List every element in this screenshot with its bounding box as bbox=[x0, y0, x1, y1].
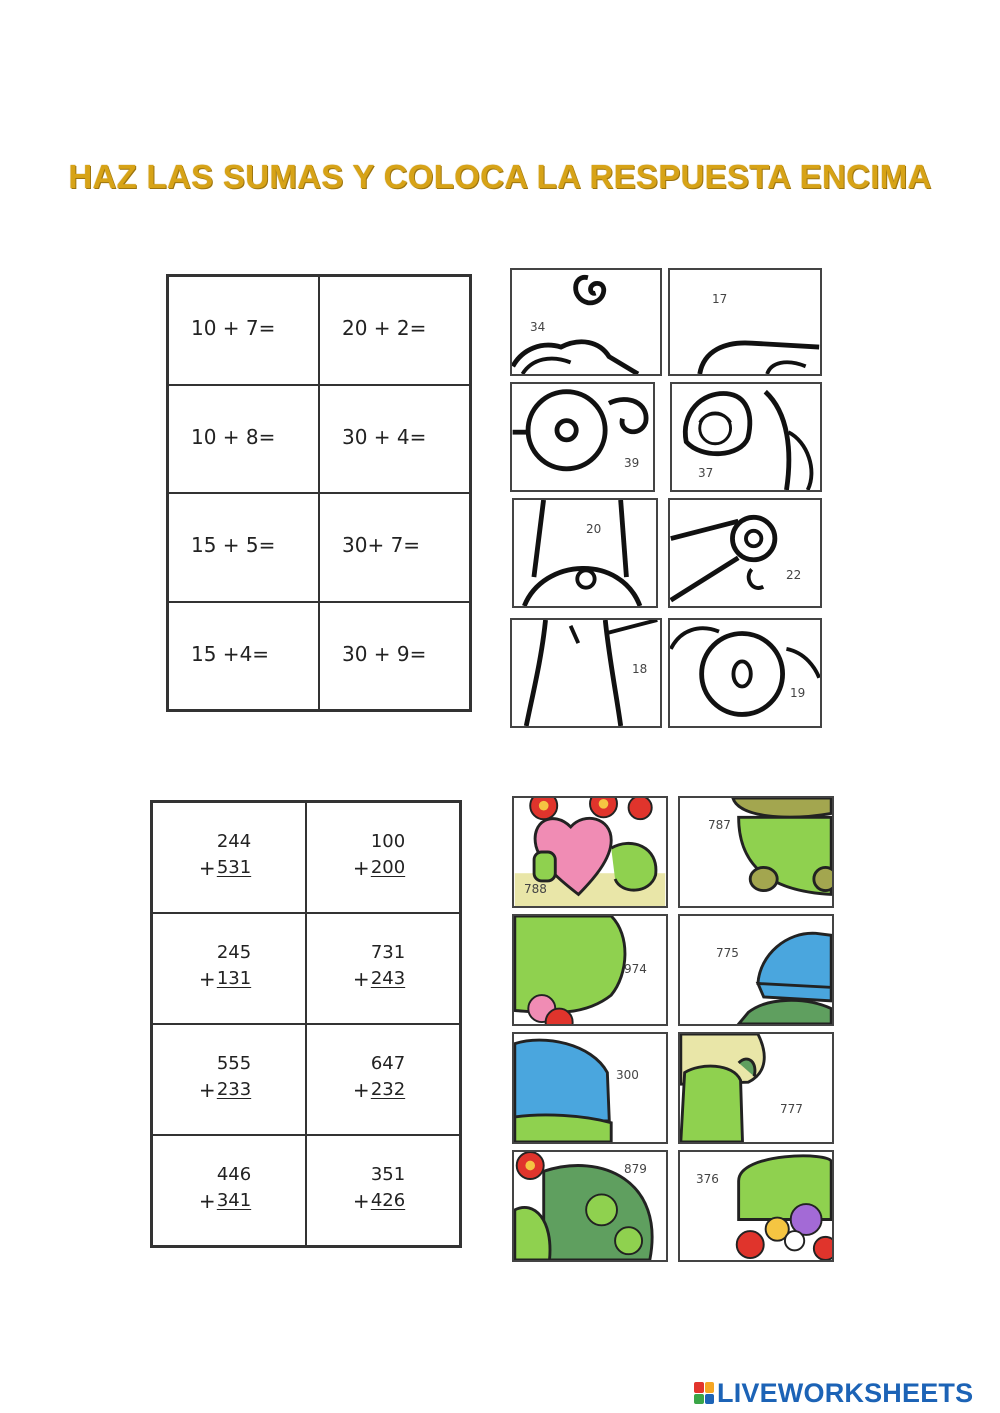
plus-sign: + bbox=[352, 966, 370, 991]
brand-name: LIVEWORKSHEETS bbox=[717, 1377, 974, 1408]
sum-top: 245 bbox=[216, 941, 252, 963]
plus-sign: + bbox=[352, 855, 370, 880]
sum-bottom: 243 bbox=[370, 967, 406, 989]
sums-table-2 bbox=[150, 800, 462, 1248]
logo-icon bbox=[694, 1382, 714, 1404]
blue-cap-icon bbox=[680, 916, 832, 1024]
puzzle-tile[interactable] bbox=[668, 268, 822, 376]
answer-number: 787 bbox=[708, 818, 731, 832]
sum-cell: 30 + 4= bbox=[319, 385, 470, 494]
sum-cell bbox=[152, 802, 306, 913]
puzzle-tile[interactable] bbox=[512, 796, 668, 908]
answer-number: 22 bbox=[786, 568, 802, 582]
answer-number: 879 bbox=[624, 1162, 647, 1176]
sum-top: 647 bbox=[370, 1052, 406, 1074]
sum-cell: 15 +4= bbox=[168, 602, 319, 711]
sum-top: 100 bbox=[370, 830, 406, 852]
liveworksheets-logo bbox=[694, 1378, 973, 1408]
sum-top: 731 bbox=[370, 941, 406, 963]
answer-number: 300 bbox=[616, 1068, 639, 1082]
answer-number: 18 bbox=[632, 662, 648, 676]
car-piece-icon bbox=[670, 500, 820, 606]
puzzle-tile[interactable] bbox=[678, 796, 834, 908]
driver-window-icon bbox=[672, 384, 820, 490]
sum-cell bbox=[306, 1024, 460, 1135]
car-piece-icon bbox=[670, 270, 820, 374]
puzzle-tile[interactable] bbox=[512, 498, 658, 608]
answer-number: 17 bbox=[712, 292, 728, 306]
plus-sign: + bbox=[198, 966, 216, 991]
puzzle-tile[interactable] bbox=[668, 618, 822, 728]
sum-cell bbox=[306, 802, 460, 913]
sum-cell bbox=[306, 913, 460, 1024]
car-wheel-icon bbox=[670, 620, 820, 726]
answer-number: 39 bbox=[624, 456, 640, 470]
puzzle-tile[interactable] bbox=[670, 382, 822, 492]
answer-number: 34 bbox=[530, 320, 546, 334]
puzzle-tile[interactable] bbox=[678, 1032, 834, 1144]
puzzle-tile[interactable] bbox=[510, 268, 662, 376]
puzzle-tile[interactable] bbox=[510, 382, 655, 492]
puzzle-tile[interactable] bbox=[512, 1150, 668, 1262]
sum-cell: 20 + 2= bbox=[319, 276, 470, 385]
sum-cell: 30 + 9= bbox=[319, 602, 470, 711]
puzzle-tile[interactable] bbox=[512, 914, 668, 1026]
sum-bottom: 341 bbox=[216, 1189, 252, 1211]
answer-number: 20 bbox=[586, 522, 602, 536]
puzzle-tile[interactable] bbox=[668, 498, 822, 608]
blue-cap-icon bbox=[514, 1034, 666, 1142]
answer-number: 974 bbox=[624, 962, 647, 976]
sum-bottom: 232 bbox=[370, 1078, 406, 1100]
puzzle-tile[interactable] bbox=[678, 914, 834, 1026]
sum-bottom: 200 bbox=[370, 856, 406, 878]
sum-top: 244 bbox=[216, 830, 252, 852]
answer-number: 777 bbox=[780, 1102, 803, 1116]
sum-bottom: 426 bbox=[370, 1189, 406, 1211]
puzzle-tile[interactable] bbox=[678, 1150, 834, 1262]
sum-cell: 10 + 8= bbox=[168, 385, 319, 494]
answer-number: 19 bbox=[790, 686, 806, 700]
sum-cell bbox=[152, 913, 306, 1024]
sum-bottom: 531 bbox=[216, 856, 252, 878]
sum-top: 351 bbox=[370, 1163, 406, 1185]
sum-cell: 30+ 7= bbox=[319, 493, 470, 602]
puzzle-tile[interactable] bbox=[510, 618, 662, 728]
sum-top: 446 bbox=[216, 1163, 252, 1185]
worksheet-title: HAZ LAS SUMAS Y COLOCA LA RESPUESTA ENCIMA bbox=[68, 158, 932, 195]
frog-piece-icon bbox=[680, 798, 832, 906]
answer-number: 376 bbox=[696, 1172, 719, 1186]
answer-number: 775 bbox=[716, 946, 739, 960]
plus-sign: + bbox=[352, 1188, 370, 1213]
car-piece-icon bbox=[514, 500, 656, 606]
answer-number: 788 bbox=[524, 882, 547, 896]
frog-piece-icon bbox=[680, 1034, 832, 1142]
plus-sign: + bbox=[198, 1077, 216, 1102]
flower-icon bbox=[680, 1152, 832, 1260]
plus-sign: + bbox=[198, 855, 216, 880]
plus-sign: + bbox=[198, 1188, 216, 1213]
sum-top: 555 bbox=[216, 1052, 252, 1074]
sum-cell bbox=[306, 1135, 460, 1246]
puzzle-tile[interactable] bbox=[512, 1032, 668, 1144]
sum-cell bbox=[152, 1135, 306, 1246]
car-wheel-icon bbox=[512, 384, 653, 490]
sum-cell: 10 + 7= bbox=[168, 276, 319, 385]
plus-sign: + bbox=[352, 1077, 370, 1102]
sum-bottom: 233 bbox=[216, 1078, 252, 1100]
sum-cell: 15 + 5= bbox=[168, 493, 319, 602]
answer-number: 37 bbox=[698, 466, 714, 480]
sum-bottom: 131 bbox=[216, 967, 252, 989]
sum-cell bbox=[152, 1024, 306, 1135]
sums-table-1 bbox=[166, 274, 472, 712]
